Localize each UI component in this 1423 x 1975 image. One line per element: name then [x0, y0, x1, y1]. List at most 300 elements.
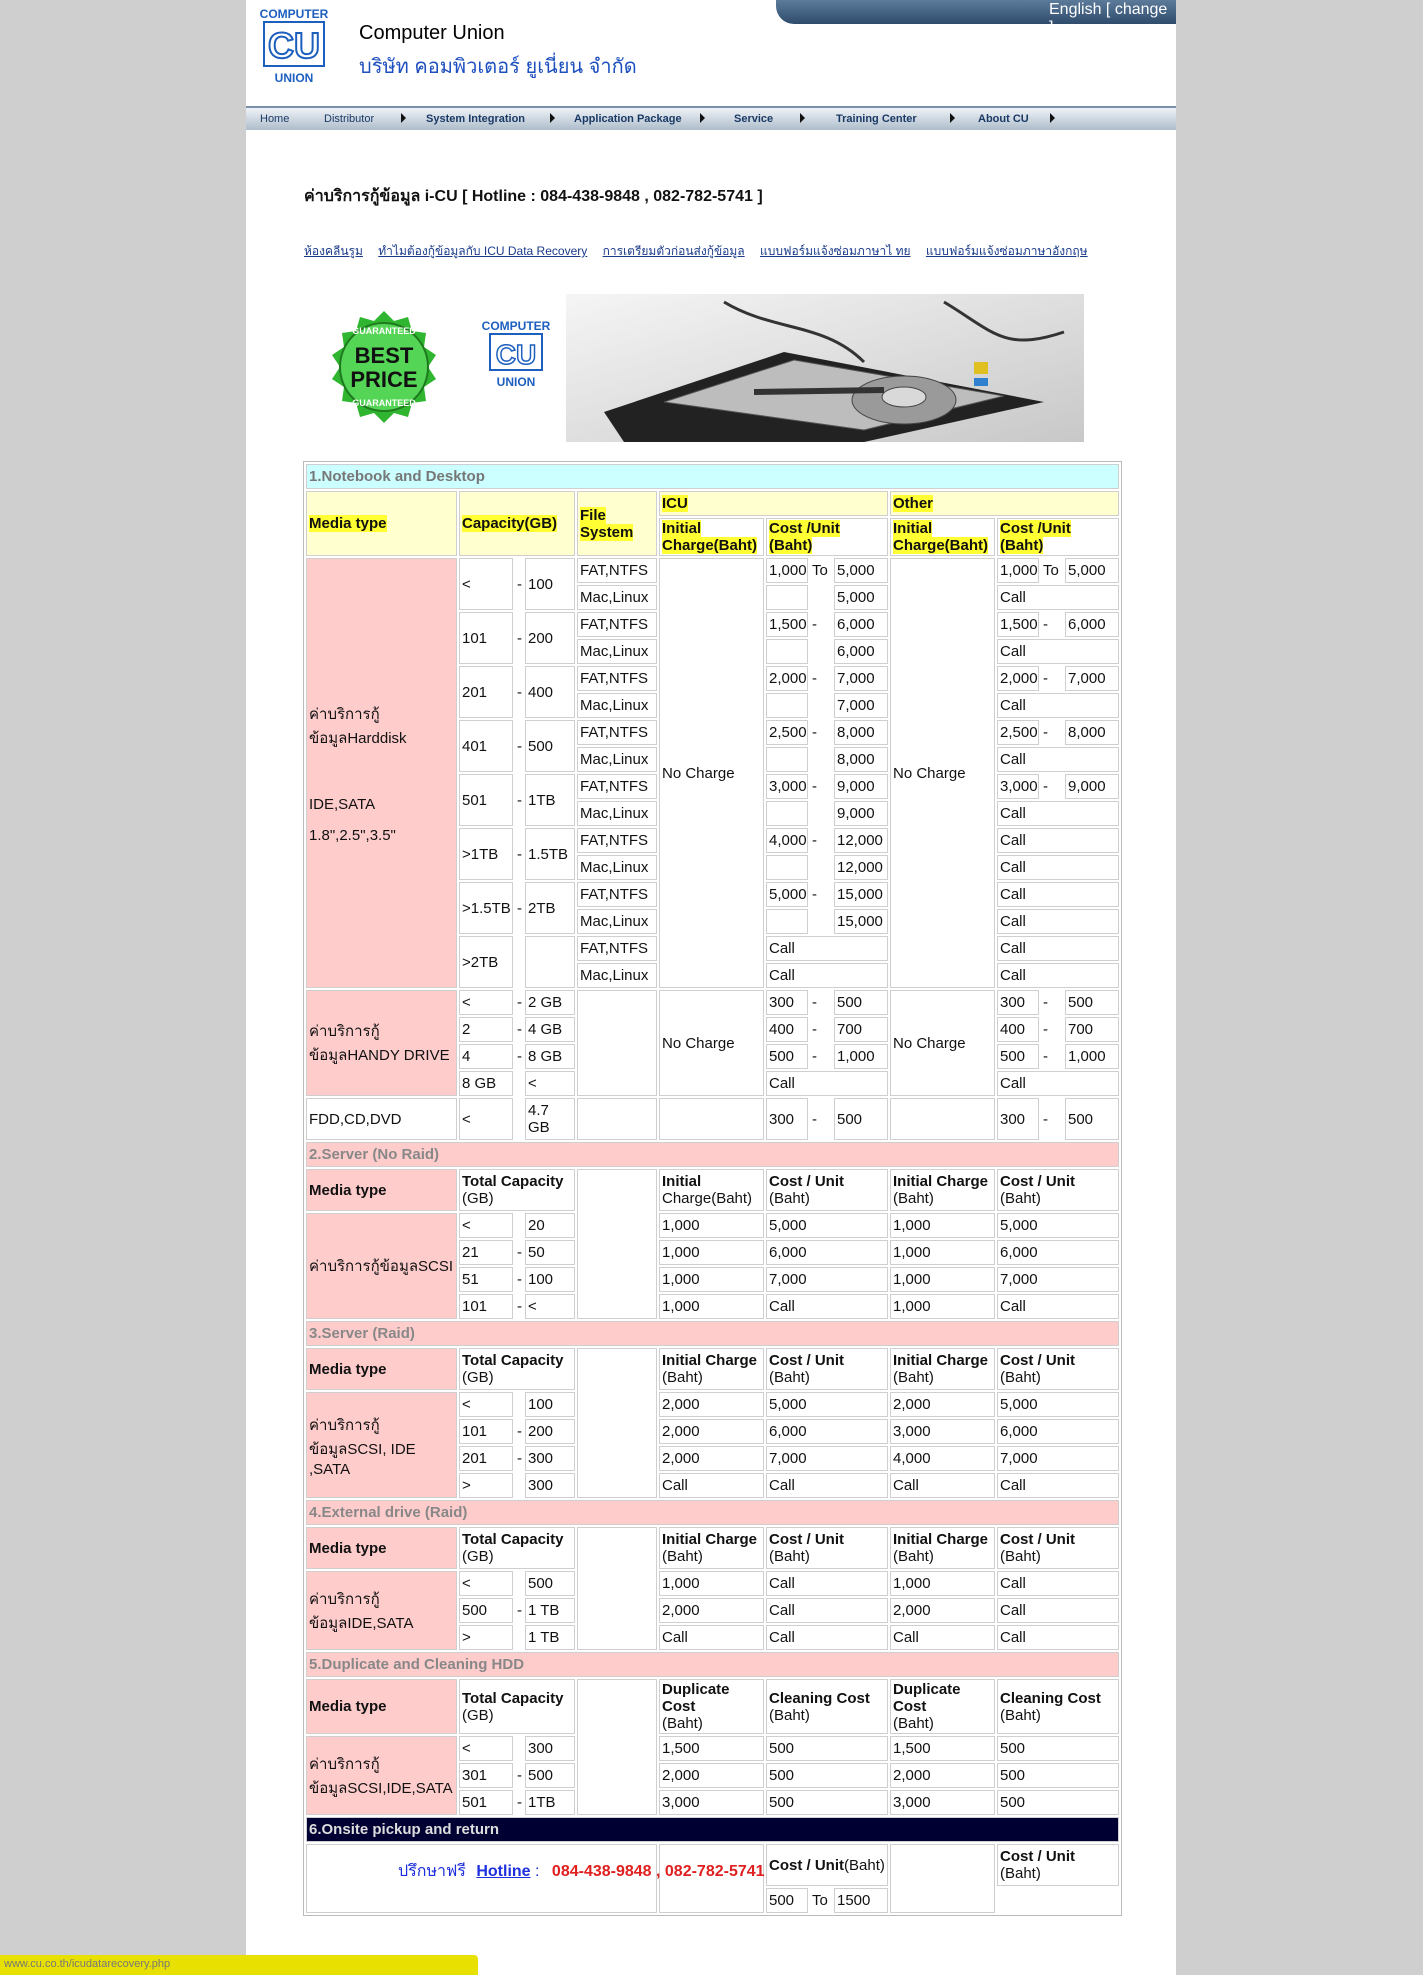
cell: Mac,Linux: [577, 909, 657, 934]
cell: <: [459, 1098, 513, 1140]
cell: 2,500: [766, 720, 808, 745]
col-header: ICU: [659, 491, 888, 516]
cell: 5,000: [1065, 558, 1119, 583]
col-header: Total Capacity (GB): [459, 1679, 575, 1734]
cell: -: [1043, 724, 1048, 741]
svg-text:PRICE: PRICE: [350, 367, 418, 392]
cell: [515, 1071, 523, 1096]
nav-system-integration[interactable]: System Integration: [426, 113, 526, 125]
cell: 8,000: [1065, 720, 1119, 745]
cell: 1.5TB: [525, 828, 575, 880]
banner-image: [304, 292, 1084, 442]
cell: 4.7 GB: [525, 1098, 575, 1140]
cell: <: [459, 1392, 513, 1417]
hotline-link[interactable]: Hotline: [476, 1863, 531, 1880]
cell: 1500: [834, 1888, 888, 1913]
cell: Call: [659, 1625, 764, 1650]
cell: 6,000: [834, 639, 888, 664]
cell: 500: [766, 1790, 888, 1815]
cell: 500: [766, 1736, 888, 1761]
svg-text:GUARANTEED: GUARANTEED: [352, 326, 416, 336]
cell: 2,000: [890, 1598, 995, 1623]
cell: Call: [766, 1071, 888, 1096]
cell: -: [517, 1021, 522, 1038]
cell: 2,000: [659, 1419, 764, 1444]
section-title: 6.Onsite pickup and return: [306, 1817, 1119, 1842]
cell: 300: [525, 1473, 575, 1498]
hotline-numbers: 084-438-9848 , 082-782-5741: [551, 1863, 765, 1880]
media-name: FDD,CD,DVD: [306, 1098, 457, 1140]
cell: 1,000: [890, 1240, 995, 1265]
cell: 500: [766, 1763, 888, 1788]
cell: [810, 639, 832, 664]
cell: [810, 585, 832, 610]
nav-arrow-icon[interactable]: [800, 113, 805, 123]
media-name: ค่าบริการกู้ข้อมูลHANDY DRIVE: [306, 990, 457, 1096]
cell: 400: [766, 1017, 808, 1042]
cell: 301: [459, 1763, 513, 1788]
cell: -: [812, 1021, 817, 1038]
cell: 1,000: [659, 1571, 764, 1596]
cell: 2,500: [997, 720, 1039, 745]
cell: [577, 1527, 657, 1650]
link-form-thai[interactable]: แบบฟอร์มแจ้งซ่อมภาษาไ ทย: [760, 244, 911, 258]
svg-text:CU: CU: [268, 25, 320, 66]
cell: Call: [997, 639, 1119, 664]
cu-logo-icon[interactable]: [258, 4, 330, 84]
cell: 7,000: [766, 1446, 888, 1471]
cell: >1.5TB: [459, 882, 513, 934]
cell: 1,000: [766, 558, 808, 583]
no-charge: No Charge: [890, 558, 995, 988]
cell: -: [517, 1271, 522, 1288]
col-header: Media type: [306, 491, 457, 556]
cell: Mac,Linux: [577, 747, 657, 772]
hotline-footer: [398, 1859, 765, 1884]
cell: -: [1043, 1021, 1048, 1038]
col-header: Capacity(GB): [459, 491, 575, 556]
cell: [766, 747, 808, 772]
cell: 8,000: [834, 747, 888, 772]
media-name: ค่าบริการกู้ข้อมูลSCSI, IDE ,SATA: [306, 1392, 457, 1498]
cell: 20: [525, 1213, 575, 1238]
col-header: Cleaning Cost (Baht): [766, 1679, 888, 1734]
cell: -: [517, 1048, 522, 1065]
cell: 4 GB: [525, 1017, 575, 1042]
cell: Call: [997, 1473, 1119, 1498]
cell: -: [517, 899, 522, 917]
nav-training-center[interactable]: Training Center: [836, 113, 917, 125]
cell: Call: [659, 1473, 764, 1498]
cell: Mac,Linux: [577, 585, 657, 610]
cell: >: [459, 1473, 513, 1498]
cell: 51: [459, 1267, 513, 1292]
cell: 500: [1065, 1098, 1119, 1140]
cell: 8 GB: [525, 1044, 575, 1069]
cell: -: [517, 1298, 522, 1315]
col-header: Media type: [306, 1679, 457, 1734]
cell: [766, 693, 808, 718]
page: [246, 0, 1176, 1975]
nav-service[interactable]: Service: [734, 113, 774, 125]
cell: 7,000: [834, 666, 888, 691]
cell: 5,000: [766, 882, 808, 907]
col-header: Cost / Unit (Baht): [997, 1844, 1119, 1886]
svg-text:COMPUTER: COMPUTER: [481, 319, 551, 333]
cell: 9,000: [834, 774, 888, 799]
price-table: [303, 461, 1117, 1916]
cell: FAT,NTFS: [577, 612, 657, 637]
cell: 2,000: [997, 666, 1039, 691]
nav-arrow-icon[interactable]: [950, 113, 955, 123]
cell: 5,000: [766, 1392, 888, 1417]
cell: 6,000: [1065, 612, 1119, 637]
price-grid: [303, 461, 1122, 1916]
cell: 9,000: [1065, 774, 1119, 799]
cell: 100: [525, 1267, 575, 1292]
col-header: Cleaning Cost (Baht): [997, 1679, 1119, 1734]
cell: 200: [525, 612, 575, 664]
col-header: Cost / Unit (Baht): [997, 1348, 1119, 1390]
cell: 1,000: [890, 1267, 995, 1292]
nav-arrow-icon[interactable]: [700, 113, 705, 123]
cell: Mac,Linux: [577, 801, 657, 826]
cell: 3,000: [997, 774, 1039, 799]
section-title: 1.Notebook and Desktop: [306, 464, 1119, 489]
cell: FAT,NTFS: [577, 666, 657, 691]
cell: 5,000: [834, 585, 888, 610]
section-title: 5.Duplicate and Cleaning HDD: [306, 1652, 1119, 1677]
cell: 101: [459, 1294, 513, 1319]
col-header: Initial Charge(Baht): [890, 518, 995, 556]
col-header: Initial Charge(Baht): [659, 518, 764, 556]
cell: 2,000: [890, 1392, 995, 1417]
cell: [577, 1098, 657, 1140]
cell: 500: [834, 1098, 888, 1140]
cell: 500: [834, 990, 888, 1015]
media-name: ค่าบริการกู้ข้อมูลSCSI,IDE,SATA: [306, 1736, 457, 1815]
cell: -: [812, 670, 817, 687]
svg-text:COMPUTER: COMPUTER: [259, 7, 329, 21]
cell: -: [812, 1048, 817, 1065]
cu-small-logo-icon: [482, 319, 551, 389]
cell: Call: [997, 828, 1119, 853]
cell: -: [517, 683, 522, 701]
col-header: Duplicate Cost (Baht): [659, 1679, 764, 1734]
cell: 1,000: [659, 1294, 764, 1319]
language-bar: [776, 0, 1176, 36]
cell: -: [812, 616, 817, 633]
link-why-icu[interactable]: ทำไมต้องกู้ข้อมูลกับ ICU Data Recovery: [378, 244, 588, 258]
col-header: Cost / Unit (Baht): [766, 1527, 888, 1569]
cell: -: [1043, 1048, 1048, 1065]
cell: 500: [459, 1598, 513, 1623]
cell: [766, 585, 808, 610]
section-title: 3.Server (Raid): [306, 1321, 1119, 1346]
cell: [659, 1098, 764, 1140]
col-header: Media type: [306, 1348, 457, 1390]
cell: 1,500: [766, 612, 808, 637]
cell: -: [1043, 1110, 1048, 1128]
no-charge: No Charge: [659, 990, 764, 1096]
cell: 1 TB: [525, 1598, 575, 1623]
cell: 12,000: [834, 855, 888, 880]
cell: FAT,NTFS: [577, 936, 657, 961]
cell: Call: [997, 585, 1119, 610]
col-header: Cost / Unit (Baht): [766, 1169, 888, 1211]
cell: 2,000: [766, 666, 808, 691]
cell: 3,000: [766, 774, 808, 799]
cell: 500: [525, 1571, 575, 1596]
cell: Mac,Linux: [577, 639, 657, 664]
cell: 1 TB: [525, 1625, 575, 1650]
cell: [515, 936, 523, 988]
cell: 500: [525, 1763, 575, 1788]
cell: Call: [997, 1071, 1119, 1096]
cell: -: [1043, 994, 1048, 1011]
cell: Call: [997, 1598, 1119, 1623]
cell: FAT,NTFS: [577, 828, 657, 853]
cell: -: [517, 1423, 522, 1440]
cell: Call: [997, 1625, 1119, 1650]
cell: Call: [766, 936, 888, 961]
colon: :: [535, 1863, 540, 1880]
cell: [810, 801, 832, 826]
cell: 500: [1065, 990, 1119, 1015]
cell: 500: [997, 1790, 1119, 1815]
cell: -: [812, 724, 817, 741]
cell: <: [525, 1071, 575, 1096]
nav-application-package[interactable]: Application Package: [574, 113, 682, 125]
link-cleanroom[interactable]: ห้องคลีนรูม: [304, 244, 363, 258]
cell: >2TB: [459, 936, 513, 988]
cell: 4,000: [890, 1446, 995, 1471]
cell: 7,000: [997, 1446, 1119, 1471]
cell: 8 GB: [459, 1071, 513, 1096]
cell: Call: [766, 1625, 888, 1650]
col-header: Cost / Unit (Baht): [997, 1527, 1119, 1569]
handy-rows: [306, 990, 1119, 1096]
cell: -: [517, 791, 522, 809]
cell: 1,000: [890, 1294, 995, 1319]
cell: [577, 1348, 657, 1498]
link-form-english[interactable]: แบบฟอร์มแจ้งซ่อมภาษาอังกฤษ: [925, 244, 1088, 258]
cell: [766, 855, 808, 880]
cell: 700: [1065, 1017, 1119, 1042]
status-url: www.cu.co.th/icudatarecovery.php: [4, 1958, 171, 1970]
cell: 500: [997, 1044, 1039, 1069]
cell: Call: [997, 909, 1119, 934]
cell: Call: [766, 1598, 888, 1623]
cell: 4,000: [766, 828, 808, 853]
cell: Call: [997, 963, 1119, 988]
cell: <: [459, 1736, 513, 1761]
cell: <: [459, 990, 513, 1015]
cell: 501: [459, 774, 513, 826]
cell: -: [517, 1450, 522, 1467]
cell: 6,000: [766, 1240, 888, 1265]
cell: [525, 936, 575, 988]
col-header: Initial Charge (Baht): [890, 1527, 995, 1569]
nav-arrow-icon[interactable]: [401, 113, 406, 123]
cell: 4: [459, 1044, 513, 1069]
cell: <: [459, 1571, 513, 1596]
cell: 7,000: [997, 1267, 1119, 1292]
cell: [577, 1679, 657, 1815]
svg-text:GUARANTEED: GUARANTEED: [352, 398, 416, 408]
no-charge: No Charge: [659, 558, 764, 988]
cell: -: [812, 994, 817, 1011]
cell: 5,000: [997, 1213, 1119, 1238]
cell: [890, 1844, 995, 1913]
col-header: Cost / Unit (Baht): [766, 1348, 888, 1390]
cell: 2,000: [890, 1763, 995, 1788]
cell: 7,000: [834, 693, 888, 718]
cell: 1,500: [659, 1736, 764, 1761]
cell: 100: [525, 558, 575, 610]
nav-arrow-icon[interactable]: [550, 113, 555, 123]
cell: -: [517, 629, 522, 647]
cell: [766, 801, 808, 826]
cell: -: [517, 1244, 522, 1261]
browser-statusbar: [0, 1955, 478, 1975]
col-header: Cost / Unit (Baht): [997, 1169, 1119, 1211]
cell: Call: [766, 1294, 888, 1319]
cell: 5,000: [997, 1392, 1119, 1417]
nav-arrow-icon[interactable]: [1050, 113, 1055, 123]
cell: [810, 855, 832, 880]
svg-text:BEST: BEST: [354, 343, 414, 368]
cell: 500: [525, 720, 575, 772]
cell: 501: [459, 1790, 513, 1815]
cell: -: [517, 575, 522, 593]
cell: 101: [459, 1419, 513, 1444]
cell: 9,000: [834, 801, 888, 826]
cell: -: [1043, 778, 1048, 795]
cell: 1TB: [525, 774, 575, 826]
cell: Call: [997, 855, 1119, 880]
cell: -: [517, 737, 522, 755]
cell: 300: [997, 1098, 1039, 1140]
cell: -: [1043, 670, 1048, 687]
cell: Call: [766, 1473, 888, 1498]
cell: [810, 747, 832, 772]
cell: <: [459, 1213, 513, 1238]
cell: Call: [997, 693, 1119, 718]
cell: 700: [834, 1017, 888, 1042]
svg-text:UNION: UNION: [496, 375, 536, 389]
cell: 101: [459, 612, 513, 664]
cell: 15,000: [834, 882, 888, 907]
cell: [515, 1473, 523, 1498]
cell: -: [517, 994, 522, 1011]
company-name: Computer Union: [359, 22, 505, 44]
cell: 1,000: [890, 1571, 995, 1596]
cell: 8,000: [834, 720, 888, 745]
cell: 500: [997, 1763, 1119, 1788]
language-switch[interactable]: English [ change ]: [1049, 1, 1168, 36]
cell: FAT,NTFS: [577, 720, 657, 745]
cell: <: [459, 558, 513, 610]
hdd-rows: [306, 558, 1119, 988]
cell: 2: [459, 1017, 513, 1042]
cell: FAT,NTFS: [577, 774, 657, 799]
cell: 6,000: [766, 1419, 888, 1444]
cell: 300: [525, 1446, 575, 1471]
best-price-badge-icon: [332, 311, 436, 423]
col-header: Media type: [306, 1527, 457, 1569]
col-header: Initial Charge(Baht): [659, 1169, 764, 1211]
col-header: Total Capacity (GB): [459, 1527, 575, 1569]
cell: [577, 1169, 657, 1319]
link-preparation[interactable]: การเตรียมตัวก่อนส่งกู้ข้อมูล: [602, 244, 745, 258]
page-title: ค่าบริการกู้ข้อมูล i-CU [ Hotline : 084-438-9848 , 082-782-5741 ]: [304, 188, 763, 205]
cell: -: [812, 886, 817, 903]
cell: 1,500: [997, 612, 1039, 637]
cell: -: [517, 845, 522, 863]
cell: 1,000: [659, 1240, 764, 1265]
cell: 201: [459, 1446, 513, 1471]
col-header: Total Capacity (GB): [459, 1348, 575, 1390]
cell: >: [459, 1625, 513, 1650]
cell: Call: [997, 801, 1119, 826]
cell: 200: [525, 1419, 575, 1444]
cell: -: [517, 1794, 522, 1811]
cell: Call: [997, 1294, 1119, 1319]
svg-text:UNION: UNION: [274, 71, 314, 84]
no-charge: No Charge: [890, 990, 995, 1096]
cell: To: [1043, 562, 1059, 579]
cell: 7,000: [766, 1267, 888, 1292]
cell: 50: [525, 1240, 575, 1265]
cell: 500: [997, 1736, 1119, 1761]
cell: 401: [459, 720, 513, 772]
cell: 15,000: [834, 909, 888, 934]
nav-about-cu[interactable]: About CU: [978, 113, 1029, 125]
company-name-thai: บริษัท คอมพิวเตอร์ ยูเนี่ยน จำกัด: [359, 56, 637, 78]
cell: To: [812, 562, 828, 579]
cell: 2,000: [659, 1392, 764, 1417]
cell: 400: [997, 1017, 1039, 1042]
cell: [515, 1392, 523, 1417]
section-title: 2.Server (No Raid): [306, 1142, 1119, 1167]
col-header: Initial Charge (Baht): [659, 1527, 764, 1569]
nav-home[interactable]: Home: [260, 113, 290, 125]
cell: 1TB: [525, 1790, 575, 1815]
cell: Call: [766, 1571, 888, 1596]
media-name: ค่าบริการกู้ข้อมูลIDE,SATA: [306, 1571, 457, 1650]
section-title: 4.External drive (Raid): [306, 1500, 1119, 1525]
cell: 300: [525, 1736, 575, 1761]
nav-distributor[interactable]: Distributor: [324, 113, 375, 125]
cell: 500: [766, 1888, 808, 1913]
cell: 5,000: [766, 1213, 888, 1238]
cell: [810, 693, 832, 718]
cell: 2,000: [659, 1446, 764, 1471]
svg-text:CU: CU: [495, 339, 537, 370]
cell: 1,500: [890, 1736, 995, 1761]
cell: 12,000: [834, 828, 888, 853]
cell: 1,000: [997, 558, 1039, 583]
col-header: Initial Charge (Baht): [890, 1348, 995, 1390]
cell: [515, 1625, 523, 1650]
col-header: Initial Charge (Baht): [890, 1169, 995, 1211]
cell: 7,000: [1065, 666, 1119, 691]
cell: 1,000: [890, 1213, 995, 1238]
cell: 3,000: [890, 1790, 995, 1815]
cell: [515, 1571, 523, 1596]
cell: -: [1043, 616, 1048, 633]
